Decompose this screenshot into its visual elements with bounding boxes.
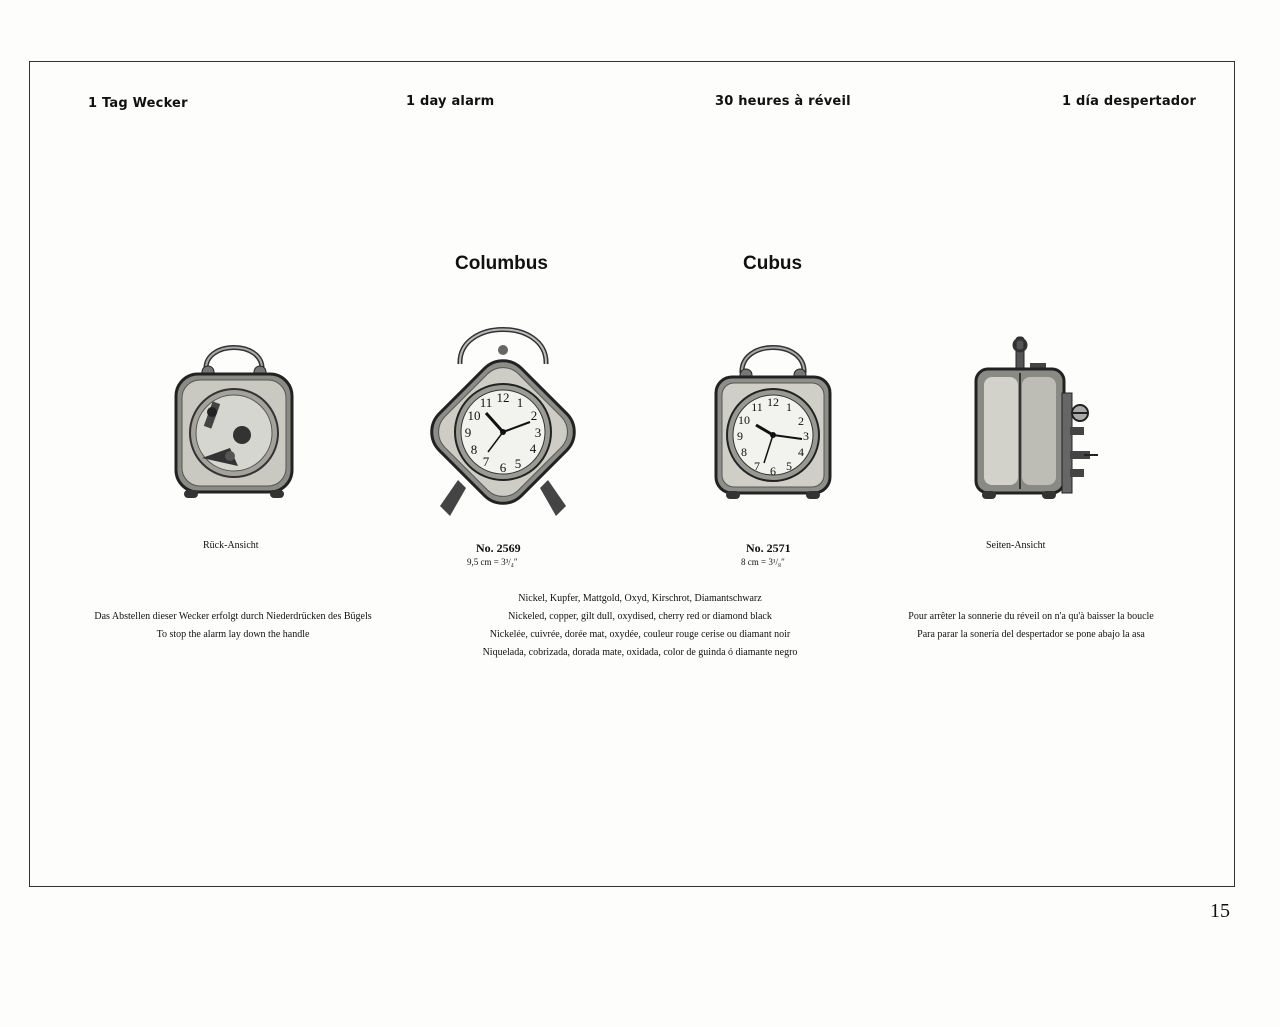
svg-text:11: 11 <box>479 395 493 410</box>
svg-text:8: 8 <box>741 445 747 459</box>
header-german: 1 Tag Wecker <box>88 96 188 111</box>
model-name-cubus: Cubus <box>743 253 803 274</box>
header-french: 30 heures à réveil <box>715 94 851 109</box>
clock-columbus-image <box>418 320 588 522</box>
clock-cubus-image <box>712 333 834 503</box>
svg-text:7: 7 <box>482 454 490 469</box>
finish-line: Nickelée, cuivrée, dorée mat, oxydée, couleur rouge cerise ou diamant noir <box>489 629 791 640</box>
svg-text:10: 10 <box>738 413 750 427</box>
svg-text:4: 4 <box>798 445 804 459</box>
svg-text:12: 12 <box>767 395 779 409</box>
svg-text:11: 11 <box>751 400 763 414</box>
svg-text:4: 4 <box>529 441 537 456</box>
caption-side-view: Seiten-Ansicht <box>986 540 1046 551</box>
left-instruction-line: Das Abstellen dieser Wecker erfolgt durch Niederdrücken des Bügels <box>94 611 372 622</box>
svg-text:6: 6 <box>770 464 776 478</box>
caption-back-view: Rück-Ansicht <box>203 540 259 551</box>
columbus-number: No. 2569 <box>476 541 521 555</box>
svg-text:2: 2 <box>530 408 538 423</box>
svg-text:3: 3 <box>803 429 809 443</box>
clock-side-view-image <box>972 333 1104 503</box>
columbus-size: 9,5 cm = 3³/₄″ <box>467 557 518 567</box>
svg-text:5: 5 <box>786 459 792 473</box>
header-spanish: 1 día despertador <box>1062 94 1197 109</box>
svg-text:9: 9 <box>737 429 743 443</box>
svg-text:8: 8 <box>470 442 478 457</box>
header-english: 1 day alarm <box>406 94 495 109</box>
right-instruction-line: Para parar la sonería del despertador se pone abajo la asa <box>917 629 1145 640</box>
finish-line: Nickel, Kupfer, Mattgold, Oxyd, Kirschrot, Diamantschwarz <box>518 593 762 604</box>
page-number: 15 <box>1210 900 1230 922</box>
finish-line: Nickeled, copper, gilt dull, oxydised, cherry red or diamond black <box>508 611 772 622</box>
right-instruction-line: Pour arrêter la sonnerie du réveil on n'a qu'à baisser la boucle <box>908 611 1154 622</box>
svg-text:1: 1 <box>516 395 524 410</box>
svg-text:6: 6 <box>499 460 507 475</box>
right-instructions <box>884 608 1178 644</box>
svg-text:7: 7 <box>754 459 760 473</box>
left-instruction-line: To stop the alarm lay down the handle <box>156 629 310 640</box>
svg-text:3: 3 <box>534 425 542 440</box>
cubus-number: No. 2571 <box>746 541 791 555</box>
cubus-size: 8 cm = 3¹/₈″ <box>741 557 785 567</box>
finish-line: Niquelada, cobrizada, dorada mate, oxidada, color de guinda ó diamante negro <box>482 647 798 658</box>
svg-text:10: 10 <box>467 408 481 423</box>
left-instructions <box>88 608 378 644</box>
svg-text:12: 12 <box>496 390 510 405</box>
model-name-columbus: Columbus <box>455 253 548 274</box>
svg-text:5: 5 <box>514 456 522 471</box>
svg-text:1: 1 <box>786 400 792 414</box>
clock-back-view-image <box>170 330 298 502</box>
svg-text:9: 9 <box>464 425 472 440</box>
svg-text:2: 2 <box>798 414 804 428</box>
finish-options <box>440 590 840 662</box>
